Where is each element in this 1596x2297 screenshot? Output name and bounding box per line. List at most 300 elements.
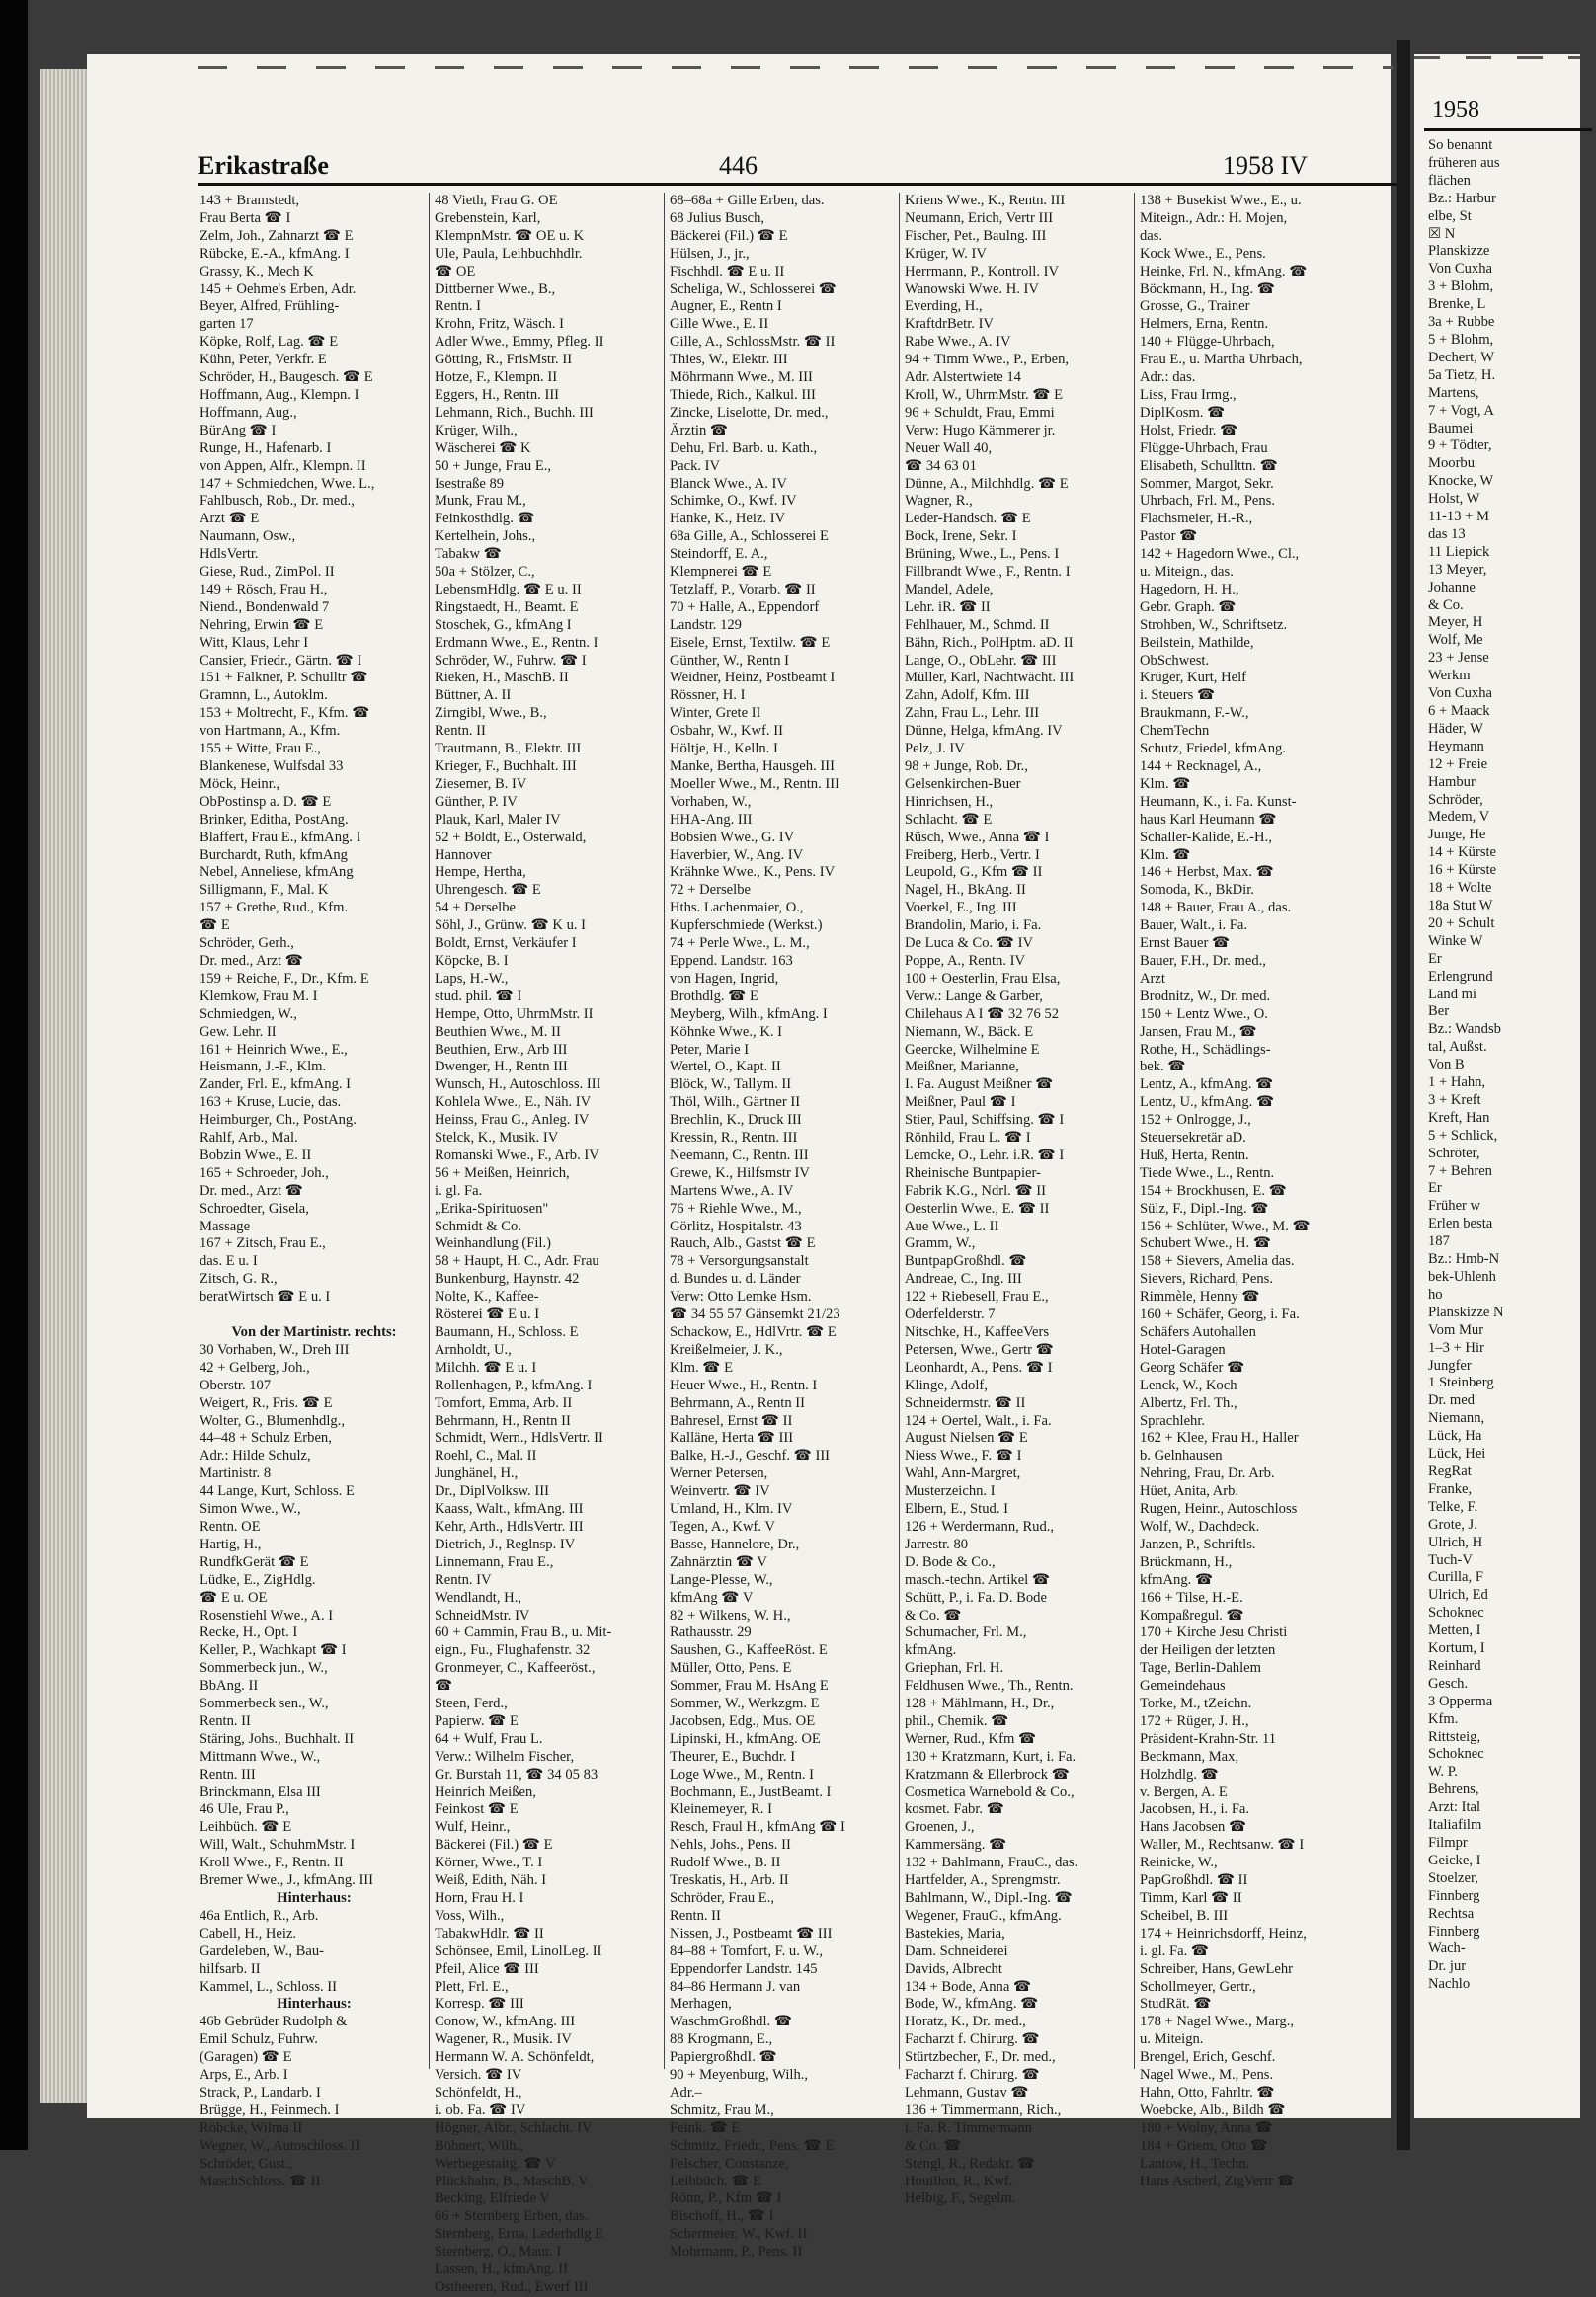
directory-entry-line: Früher w	[1428, 1198, 1481, 1215]
directory-entry-line: Arzt	[1140, 970, 1165, 987]
directory-entry-line: Rentn. II	[200, 1712, 251, 1729]
directory-entry-line: Jacobsen, H., i. Fa.	[1140, 1801, 1250, 1818]
directory-entry-line: Högner, Albr., Schlacht. IV	[435, 2119, 593, 2136]
directory-entry-line: Neemann, C., Rentn. III	[670, 1147, 809, 1163]
directory-entry-line: Mohrmann, P., Pens. II	[670, 2244, 803, 2260]
directory-entry-line: Steuersekretär aD.	[1140, 1130, 1246, 1147]
directory-entry-line: 170 + Kirche Jesu Christi	[1140, 1624, 1288, 1641]
directory-entry-line: 165 + Schroeder, Joh.,	[200, 1164, 329, 1181]
directory-entry-line: Schoknec	[1428, 1746, 1484, 1763]
directory-entry-line: 100 + Oesterlin, Frau Elsa,	[905, 970, 1061, 987]
directory-entry-line: Felscher, Constanze,	[670, 2155, 789, 2172]
directory-entry-line: 1 + Hahn,	[1428, 1074, 1486, 1091]
directory-entry-line: Wahl, Ann-Margret,	[905, 1465, 1021, 1482]
directory-entry-line: Massage	[200, 1218, 251, 1234]
directory-entry-line: Treskatis, H., Arb. II	[670, 1872, 789, 1889]
directory-entry-line: 130 + Kratzmann, Kurt, i. Fa.	[905, 1748, 1077, 1765]
directory-entry-line: Everding, H.,	[905, 298, 983, 315]
directory-entry-line: Kriens Wwe., K., Rentn. III	[905, 193, 1066, 208]
directory-entry-line: Bochmann, E., JustBeamt. I	[670, 1783, 832, 1800]
directory-entry-line: Blaffert, Frau E., kfmAng. I	[200, 829, 361, 845]
directory-entry-line: 14 + Kürste	[1428, 844, 1497, 861]
directory-entry-line: Nebel, Anneliese, kfmAng	[200, 864, 354, 881]
directory-entry-line: Moorbu	[1428, 455, 1476, 472]
directory-entry-line: Dehu, Frl. Barb. u. Kath.,	[670, 439, 818, 456]
directory-entry-line: Kressin, R., Rentn. III	[670, 1130, 798, 1147]
directory-entry-line: 30 Vorhaben, W., Dreh III	[200, 1341, 350, 1358]
directory-entry-line: Reinhard	[1428, 1657, 1481, 1674]
directory-entry-line: 154 + Brockhusen, E. ☎	[1140, 1182, 1287, 1199]
directory-entry-line: Chilehaus A I ☎ 32 76 52	[905, 1005, 1060, 1022]
directory-entry-line: Zahn, Adolf, Kfm. III	[905, 687, 1030, 704]
directory-entry-line: 3 Opperma	[1428, 1693, 1493, 1709]
directory-entry-line: Kühn, Peter, Verkfr. E	[200, 352, 327, 368]
directory-entry-line: Naumann, Osw.,	[200, 528, 296, 545]
directory-entry-line: Eppend. Landstr. 163	[670, 952, 793, 969]
directory-entry-line: Liss, Frau Irmg.,	[1140, 386, 1237, 403]
street-heading: Erikastraße	[198, 151, 329, 180]
directory-entry-line: Wegner, W., Autoschloss. II	[200, 2137, 360, 2154]
directory-entry-line: Niess Wwe., F. ☎ I	[905, 1448, 1022, 1465]
directory-entry-line: Plett, Frl. E.,	[435, 1978, 509, 1995]
directory-entry-line: Manke, Bertha, Hausgeh. III	[670, 758, 835, 774]
directory-entry-line: b. Gelnhausen	[1140, 1448, 1223, 1465]
directory-entry-line: Davids, Albrecht	[905, 1960, 1002, 1977]
directory-entry-line: Stoschek, G., kfmAng I	[435, 616, 572, 633]
directory-entry-line: Erlen besta	[1428, 1216, 1493, 1232]
directory-entry-line: 138 + Busekist Wwe., E., u.	[1140, 193, 1302, 208]
directory-entry-line: D. Bode & Co.,	[905, 1553, 996, 1570]
directory-entry-line: Horatz, K., Dr. med.,	[905, 2014, 1026, 2030]
directory-entry-line: 166 + Tilse, H.-E.	[1140, 1589, 1243, 1606]
directory-entry-line: 163 + Kruse, Lucie, das.	[200, 1094, 342, 1111]
directory-entry-line: Stelck, K., Musik. IV	[435, 1130, 559, 1147]
directory-entry-line: i. ob. Fa. ☎ IV	[435, 2101, 526, 2118]
directory-entry-line: Theurer, E., Buchdr. I	[670, 1748, 796, 1765]
directory-entry-line: Kratzmann & Ellerbrock ☎	[905, 1766, 1070, 1782]
directory-entry-line: Nehring, Frau, Dr. Arb.	[1140, 1465, 1275, 1482]
directory-entry-line: Von B	[1428, 1057, 1465, 1073]
directory-entry-line: Somoda, K., BkDir.	[1140, 882, 1254, 899]
directory-entry-line: Grote, J.	[1428, 1516, 1477, 1533]
directory-entry-line: Lemcke, O., Lehr. i.R. ☎ I	[905, 1147, 1065, 1163]
directory-entry-line: 18a Stut W	[1428, 897, 1493, 913]
directory-entry-line: Zelm, Joh., Zahnarzt ☎ E	[200, 227, 354, 244]
directory-entry-line: Bauer, Walt., i. Fa.	[1140, 917, 1248, 934]
directory-entry-line: Uhrbach, Frl. M., Pens.	[1140, 493, 1276, 510]
directory-entry-line: Wunsch, H., Autoschloss. III	[435, 1076, 601, 1093]
directory-entry-line: Junghänel, H.,	[435, 1465, 519, 1482]
directory-entry-line: Meißner, Marianne,	[905, 1059, 1019, 1075]
directory-entry-line: 20 + Schult	[1428, 914, 1495, 931]
directory-entry-line: Giese, Rud., ZimPol. II	[200, 564, 335, 581]
directory-entry-line: Müller, Otto, Pens. E	[670, 1660, 792, 1677]
directory-entry-line: stud. phil. ☎ I	[435, 988, 522, 1004]
directory-entry-line: Dr. med	[1428, 1392, 1476, 1409]
directory-entry-line: 9 + Tödter,	[1428, 437, 1492, 454]
directory-entry-line: Mittmann Wwe., W.,	[200, 1748, 321, 1765]
directory-entry-line: Köpcke, B. I	[435, 952, 509, 969]
directory-column-3	[670, 193, 899, 2260]
directory-entry-line: Lüdke, E., ZigHdlg.	[200, 1571, 316, 1588]
directory-entry-line: Weidner, Heinz, Postbeamt I	[670, 670, 836, 686]
directory-entry-line: HdlsVertr.	[200, 546, 259, 563]
directory-entry-line: flächen	[1428, 172, 1471, 189]
directory-entry-line: Hinterhaus:	[277, 1996, 352, 2013]
directory-entry-line: Hotel-Garagen	[1140, 1341, 1226, 1358]
directory-entry-line: Landstr. 129	[670, 616, 742, 633]
directory-entry-line: Rentn. II	[670, 1907, 721, 1924]
directory-entry-line: Lipinski, H., kfmAng. OE	[670, 1730, 821, 1747]
directory-entry-line: Timm, Karl ☎ II	[1140, 1890, 1242, 1906]
directory-entry-line: (Garagen) ☎ E	[200, 2049, 292, 2066]
directory-entry-line: Nitschke, H., KaffeeVers	[905, 1324, 1050, 1340]
directory-entry-line: De Luca & Co. ☎ IV	[905, 935, 1034, 952]
directory-entry-line: Stengl, R., Redakt. ☎	[905, 2155, 1036, 2172]
directory-entry-line: Dünne, A., Milchhdlg. ☎ E	[905, 475, 1069, 492]
directory-entry-line: Kock Wwe., E., Pens.	[1140, 245, 1266, 262]
directory-entry-line: hilfsarb. II	[200, 1960, 261, 1977]
directory-entry-line: 48 Vieth, Frau G. OE	[435, 193, 558, 208]
directory-entry-line: 5a Tietz, H.	[1428, 366, 1496, 383]
directory-entry-line: Körner, Wwe., T. I	[435, 1855, 543, 1871]
directory-entry-line: das 13	[1428, 525, 1466, 542]
directory-entry-line: SchneidMstr. IV	[435, 1607, 530, 1624]
directory-entry-line: Andreae, C., Ing. III	[905, 1271, 1022, 1288]
directory-entry-line: Dam. Schneiderei	[905, 1942, 1008, 1959]
directory-entry-line: Schubert Wwe., H. ☎	[1140, 1235, 1272, 1252]
directory-entry-line: 96 + Schuldt, Frau, Emmi	[905, 404, 1055, 421]
directory-entry-line: Kehr, Arth., HdlsVertr. III	[435, 1518, 584, 1535]
directory-entry-line: WaschmGroßhdl. ☎	[670, 2014, 793, 2030]
directory-entry-line: 151 + Falkner, P. Schulltr ☎	[200, 670, 368, 686]
directory-entry-line: Lentz, U., kfmAng. ☎	[1140, 1094, 1275, 1111]
directory-entry-line: Hinrichsen, H.,	[905, 793, 994, 810]
directory-entry-line: Boldt, Ernst, Verkäufer I	[435, 935, 577, 952]
directory-entry-line: Wendlandt, H.,	[435, 1589, 521, 1606]
directory-entry-line: 152 + Onlrogge, J.,	[1140, 1112, 1251, 1129]
directory-entry-line: von Hartmann, A., Kfm.	[200, 723, 341, 740]
directory-entry-line: Thöl, Wilh., Gärtner II	[670, 1094, 801, 1111]
directory-entry-line: Poppe, A., Rentn. IV	[905, 952, 1026, 969]
directory-entry-line: TabakwHdlr. ☎ II	[435, 1925, 544, 1941]
directory-entry-line: Er	[1428, 950, 1442, 967]
directory-entry-line: 50 + Junge, Frau E.,	[435, 457, 552, 474]
directory-entry-line: kosmet. Fabr. ☎	[905, 1801, 1004, 1818]
directory-entry-line: 94 + Timm Wwe., P., Erben,	[905, 352, 1070, 368]
directory-entry-line: Werner Petersen,	[670, 1465, 768, 1482]
directory-entry-line: 44 Lange, Kurt, Schloss. E	[200, 1483, 355, 1500]
directory-entry-line: Adr. Alstertwiete 14	[905, 369, 1021, 386]
directory-entry-line: Klm. ☎	[1140, 775, 1191, 792]
directory-entry-line: Leupold, G., Kfm ☎ II	[905, 864, 1043, 881]
directory-entry-line: Gesch.	[1428, 1675, 1469, 1692]
directory-entry-line: Kortum, I	[1428, 1640, 1485, 1657]
directory-entry-line: Heumann, K., i. Fa. Kunst-	[1140, 793, 1297, 810]
directory-entry-line: Leder-Handsch. ☎ E	[905, 511, 1031, 527]
directory-entry-line: Rheinische Buntpapier-	[905, 1164, 1041, 1181]
directory-entry-line: 42 + Gelberg, Joh.,	[200, 1359, 310, 1376]
directory-entry-line: Baumei	[1428, 420, 1474, 436]
directory-entry-line: Musterzeichn. I	[905, 1483, 996, 1500]
directory-entry-line: 122 + Riebesell, Frau E.,	[905, 1289, 1049, 1306]
directory-entry-line: Planskizze N	[1428, 1304, 1504, 1320]
directory-entry-line: Janzen, P., Schriftls.	[1140, 1536, 1256, 1552]
directory-entry-line: Beilstein, Mathilde,	[1140, 634, 1254, 651]
directory-entry-line: Freiberg, Herb., Vertr. I	[905, 846, 1040, 863]
directory-entry-line: Schroedter, Gisela,	[200, 1200, 309, 1217]
directory-entry-line: RegRat	[1428, 1463, 1472, 1479]
directory-entry-line: Telke, F.	[1428, 1498, 1478, 1515]
directory-entry-line: Möck, Heinr.,	[200, 775, 280, 792]
directory-entry-line: Rönhild, Frau L. ☎ I	[905, 1130, 1031, 1147]
directory-entry-line: Plückhahn, B., MaschB. V	[435, 2173, 589, 2189]
directory-entry-line: Fahlbusch, Rob., Dr. med.,	[200, 493, 355, 510]
directory-entry-line: Wach-	[1428, 1941, 1466, 1957]
header-rule	[198, 183, 1402, 186]
directory-entry-line: Brügge, H., Feinmech. I	[200, 2101, 340, 2118]
directory-entry-line: Jungfer	[1428, 1357, 1472, 1374]
directory-entry-line: Brengel, Erich, Geschf.	[1140, 2049, 1276, 2066]
directory-entry-line: Hüet, Anita, Arb.	[1140, 1483, 1239, 1500]
directory-entry-line: Krüger, Kurt, Helf	[1140, 670, 1247, 686]
directory-entry-line: Wanowski Wwe. H. IV	[905, 280, 1039, 297]
directory-entry-line: Kroll Wwe., F., Rentn. II	[200, 1855, 344, 1871]
directory-entry-line: das. E u. I	[200, 1253, 258, 1270]
directory-entry-line: Dittberner Wwe., B.,	[435, 280, 556, 297]
directory-entry-line: Bz.: Harbur	[1428, 190, 1496, 206]
directory-entry-line: Hempe, Hertha,	[435, 864, 526, 881]
directory-entry-line: 150 + Lentz Wwe., O.	[1140, 1005, 1268, 1022]
book-spine	[0, 0, 28, 2150]
directory-entry-line: Haverbier, W., Ang. IV	[670, 846, 804, 863]
directory-entry-line: 178 + Nagel Wwe., Marg.,	[1140, 2014, 1295, 2030]
directory-entry-line: Reinicke, W.,	[1140, 1855, 1218, 1871]
directory-entry-line: Lehr. iR. ☎ II	[905, 598, 991, 615]
directory-entry-line: ☎ 34 55 57 Gänsemkt 21/23	[670, 1307, 840, 1323]
directory-entry-line: Bunkenburg, Haynstr. 42	[435, 1271, 580, 1288]
directory-entry-line: 142 + Hagedorn Wwe., Cl.,	[1140, 546, 1300, 563]
directory-entry-line: ObSchwest.	[1140, 652, 1210, 669]
directory-entry-line: Kaass, Walt., kfmAng. III	[435, 1501, 584, 1518]
directory-entry-line: Schumacher, Frl. M.,	[905, 1624, 1027, 1641]
directory-entry-line: Eppendorfer Landstr. 145	[670, 1960, 818, 1977]
directory-entry-line: Ärztin ☎	[670, 422, 729, 438]
directory-entry-line: Augner, E., Rentn I	[670, 298, 782, 315]
directory-entry-line: Beckmann, Max,	[1140, 1748, 1239, 1765]
directory-entry-line: Krohn, Fritz, Wäsch. I	[435, 316, 565, 333]
directory-entry-line: Rentn. I	[435, 298, 482, 315]
directory-entry-line: 159 + Reiche, F., Dr., Kfm. E	[200, 970, 369, 987]
directory-entry-line: Gronmeyer, C., Kaffeeröst.,	[435, 1660, 596, 1677]
directory-entry-line: 68–68a + Gille Erben, das.	[670, 193, 825, 208]
directory-entry-line: Rentn. II	[435, 723, 486, 740]
directory-entry-line: Wolter, G., Blumenhdlg.,	[200, 1412, 345, 1429]
directory-entry-line: Hannover	[435, 846, 492, 863]
directory-entry-line: Thiede, Rich., Kalkul. III	[670, 386, 816, 403]
directory-entry-line: Kompaßregul. ☎	[1140, 1607, 1244, 1624]
directory-entry-line: Will, Walt., SchuhmMstr. I	[200, 1837, 356, 1854]
directory-entry-line: Blöck, W., Tallym. II	[670, 1076, 792, 1093]
directory-entry-line: Romanski Wwe., F., Arb. IV	[435, 1147, 599, 1163]
directory-entry-line: Burchardt, Ruth, kfmAng	[200, 846, 348, 863]
directory-entry-line: Leihbüch. ☎ E	[670, 2173, 762, 2189]
directory-entry-line: Holst, Friedr. ☎	[1140, 422, 1238, 438]
directory-entry-line: Gelsenkirchen-Buer	[905, 775, 1021, 792]
directory-entry-line: Peter, Marie I	[670, 1041, 750, 1058]
directory-entry-line: Tage, Berlin-Dahlem	[1140, 1660, 1261, 1677]
directory-entry-line: Cosmetica Warnebold & Co.,	[905, 1783, 1075, 1800]
directory-entry-line: Rathausstr. 29	[670, 1624, 752, 1641]
directory-entry-line: Sommer, Frau M. HsAng E	[670, 1678, 829, 1695]
directory-entry-line: Dechert, W	[1428, 349, 1494, 365]
directory-column-4	[905, 193, 1134, 2207]
directory-entry-line: 149 + Rösch, Frau H.,	[200, 581, 328, 597]
right-page	[1414, 54, 1580, 2118]
directory-entry-line: Niend., Bondenwald 7	[200, 598, 330, 615]
directory-entry-line: Pack. IV	[670, 457, 721, 474]
directory-entry-line: Grebenstein, Karl,	[435, 209, 541, 226]
directory-entry-line: Adr.–	[670, 2084, 702, 2100]
directory-entry-line: Schröder, H., Baugesch. ☎ E	[200, 369, 373, 386]
directory-entry-line: 70 + Halle, A., Eppendorf	[670, 598, 820, 615]
directory-entry-line: kfmAng.	[905, 1642, 957, 1659]
directory-entry-line: Vorhaben, W.,	[670, 793, 752, 810]
directory-entry-line: August Nielsen ☎ E	[905, 1430, 1028, 1447]
directory-entry-line: Runge, H., Hafenarb. I	[200, 439, 332, 456]
directory-entry-line: Rollenhagen, P., kfmAng. I	[435, 1377, 593, 1393]
directory-entry-line: Frau Berta ☎ I	[200, 209, 291, 226]
directory-entry-line: 66 + Sternberg Erben, das.	[435, 2208, 589, 2225]
directory-entry-line: Sülz, F., Dipl.-Ing. ☎	[1140, 1200, 1269, 1217]
directory-entry-line: Tomfort, Emma, Arb. II	[435, 1394, 573, 1411]
directory-entry-line	[200, 1307, 429, 1324]
directory-entry-line: Fehlhauer, M., Schmd. II	[905, 616, 1050, 633]
directory-entry-line: RundfkGerät ☎ E	[200, 1553, 309, 1570]
directory-entry-line: 167 + Zitsch, Frau E.,	[200, 1235, 326, 1252]
directory-entry-line: MaschSchloss. ☎ II	[200, 2173, 321, 2189]
directory-entry-line: Neumann, Erich, Vertr III	[905, 209, 1054, 226]
directory-entry-line: Gemeindehaus	[1140, 1678, 1226, 1695]
directory-entry-line: Hagedorn, H. H.,	[1140, 581, 1239, 597]
directory-entry-line: Wolf, W., Dachdeck.	[1140, 1518, 1260, 1535]
directory-entry-line: Brinker, Editha, PostAng.	[200, 811, 349, 828]
directory-entry-line: Voerkel, E., Ing. III	[905, 900, 1017, 916]
directory-entry-line: Arnholdt, U.,	[435, 1341, 512, 1358]
directory-entry-line: 5 + Blohm,	[1428, 331, 1494, 348]
directory-entry-line: Thies, W., Elektr. III	[670, 352, 788, 368]
directory-entry-line: Jansen, Frau M., ☎	[1140, 1023, 1257, 1040]
directory-entry-line: 11 Liepick	[1428, 543, 1490, 560]
directory-entry-line: Weiß, Edith, Näh. I	[435, 1872, 547, 1889]
directory-entry-line: LebensmHdlg. ☎ E u. II	[435, 581, 582, 597]
page-number: 446	[719, 151, 758, 180]
directory-entry-line: Flügge-Uhrbach, Frau	[1140, 439, 1268, 456]
directory-entry-line: 64 + Wulf, Frau L.	[435, 1730, 543, 1747]
directory-entry-line: 56 + Meißen, Heinrich,	[435, 1164, 570, 1181]
right-page-column	[1428, 137, 1596, 2102]
directory-entry-line: Schlacht. ☎ E	[905, 811, 993, 828]
directory-entry-line: Gramnn, L., Autoklm.	[200, 687, 328, 704]
directory-entry-line: eign., Fu., Flughafenstr. 32	[435, 1642, 591, 1659]
directory-entry-line: Adr.: Hilde Schulz,	[200, 1448, 311, 1465]
directory-entry-line: Scheliga, W., Schlosserei ☎	[670, 280, 837, 297]
directory-entry-line: Behrmann, A., Rentn II	[670, 1394, 805, 1411]
directory-entry-line: d. Bundes u. d. Länder	[670, 1271, 801, 1288]
directory-entry-line: Krieger, F., Buchhalt. III	[435, 758, 577, 774]
directory-entry-line: Nolte, K., Kaffee-	[435, 1289, 539, 1306]
directory-entry-line: 126 + Werdermann, Rud.,	[905, 1518, 1055, 1535]
directory-entry-line: Bz.: Hmb-N	[1428, 1251, 1500, 1268]
directory-entry-line: 158 + Sievers, Amelia das.	[1140, 1253, 1295, 1270]
directory-entry-line: Elisabeth, Schullttn. ☎	[1140, 457, 1278, 474]
directory-entry-line: Schmiedgen, W.,	[200, 1005, 297, 1022]
directory-entry-line: Steen, Ferd.,	[435, 1696, 508, 1712]
directory-entry-line: Brinckmann, Elsa III	[200, 1783, 321, 1800]
directory-entry-line: Gebr. Graph. ☎	[1140, 598, 1237, 615]
directory-entry-line: Trautmann, B., Elektr. III	[435, 741, 582, 757]
directory-entry-line: Fillbrandt Wwe., F., Rentn. I	[905, 564, 1071, 581]
directory-entry-line: Houillon, R., Kwf.	[905, 2173, 1013, 2189]
directory-entry-line: Moeller Wwe., M., Rentn. III	[670, 775, 839, 792]
directory-entry-line: Arps, E., Arb. I	[200, 2067, 288, 2084]
directory-entry-line: i. gl. Fa.	[435, 1182, 483, 1199]
directory-entry-line: Ostheeren, Rud., Ewerf III	[435, 2278, 589, 2295]
directory-entry-line: 153 + Moltrecht, F., Kfm. ☎	[200, 705, 370, 722]
directory-entry-line: Rieken, H., MaschB. II	[435, 670, 569, 686]
column-divider	[1134, 193, 1135, 2069]
directory-entry-line: Recke, H., Opt. I	[200, 1624, 298, 1641]
directory-entry-line: ho	[1428, 1286, 1443, 1303]
directory-entry-line: 187	[1428, 1233, 1450, 1250]
directory-entry-line: Dünne, Helga, kfmAng. IV	[905, 723, 1063, 740]
directory-entry-line: 128 + Mählmann, H., Dr.,	[905, 1696, 1055, 1712]
directory-entry-line: Bz.: Wandsb	[1428, 1021, 1501, 1038]
directory-entry-line: 68 Julius Busch,	[670, 209, 765, 226]
directory-entry-line: Elbern, E., Stud. I	[905, 1501, 1008, 1518]
directory-entry-line: Laps, H.-W.,	[435, 970, 509, 987]
directory-entry-line: Beyer, Alfred, Frühling-	[200, 298, 340, 315]
directory-entry-line: ObPostinsp a. D. ☎ E	[200, 793, 332, 810]
directory-entry-line: Bischoff, H., ☎ I	[670, 2208, 774, 2225]
directory-entry-line: Grassy, K., Mech K	[200, 263, 314, 279]
directory-entry-line: 54 + Derselbe	[435, 900, 516, 916]
directory-entry-line: Weinhandlung (Fil.)	[435, 1235, 551, 1252]
directory-entry-line: Lassen, H., kfmAng. II	[435, 2261, 568, 2278]
directory-entry-line: Heinke, Frl. N., kfmAng. ☎	[1140, 263, 1308, 279]
directory-entry-line: Heinrich Meißen,	[435, 1783, 536, 1800]
directory-entry-line: PapGroßhdl. ☎ II	[1140, 1872, 1248, 1889]
directory-entry-line: Mandel, Adele,	[905, 581, 994, 597]
directory-entry-line: Zirngibl, Wwe., B.,	[435, 705, 547, 722]
directory-entry-line: Zitsch, G. R.,	[200, 1271, 278, 1288]
directory-entry-line: Schoknec	[1428, 1605, 1484, 1622]
directory-entry-line: Von Cuxha	[1428, 685, 1493, 702]
directory-entry-line: Beuthien Wwe., M. II	[435, 1023, 561, 1040]
directory-entry-line: Silligmann, F., Mal. K	[200, 882, 329, 899]
directory-entry-line: Finnberg	[1428, 1887, 1480, 1904]
directory-entry-line: Baumann, H., Schloss. E	[435, 1324, 579, 1340]
directory-entry-line: Tabakw ☎	[435, 546, 502, 563]
directory-entry-line: Sommer, W., Werkzgm. E	[670, 1696, 820, 1712]
directory-entry-line: Jacobsen, Edg., Mus. OE	[670, 1712, 816, 1729]
directory-entry-line: Lück, Hei	[1428, 1446, 1486, 1463]
directory-entry-line: Kleinemeyer, R. I	[670, 1801, 772, 1818]
directory-entry-line: u. Miteign.	[1140, 2031, 1204, 2048]
directory-entry-line: Nagel Wwe., M., Pens.	[1140, 2067, 1274, 2084]
directory-entry-line: elbe, St	[1428, 207, 1472, 224]
directory-entry-line: Schneidermstr. ☎ II	[905, 1394, 1026, 1411]
